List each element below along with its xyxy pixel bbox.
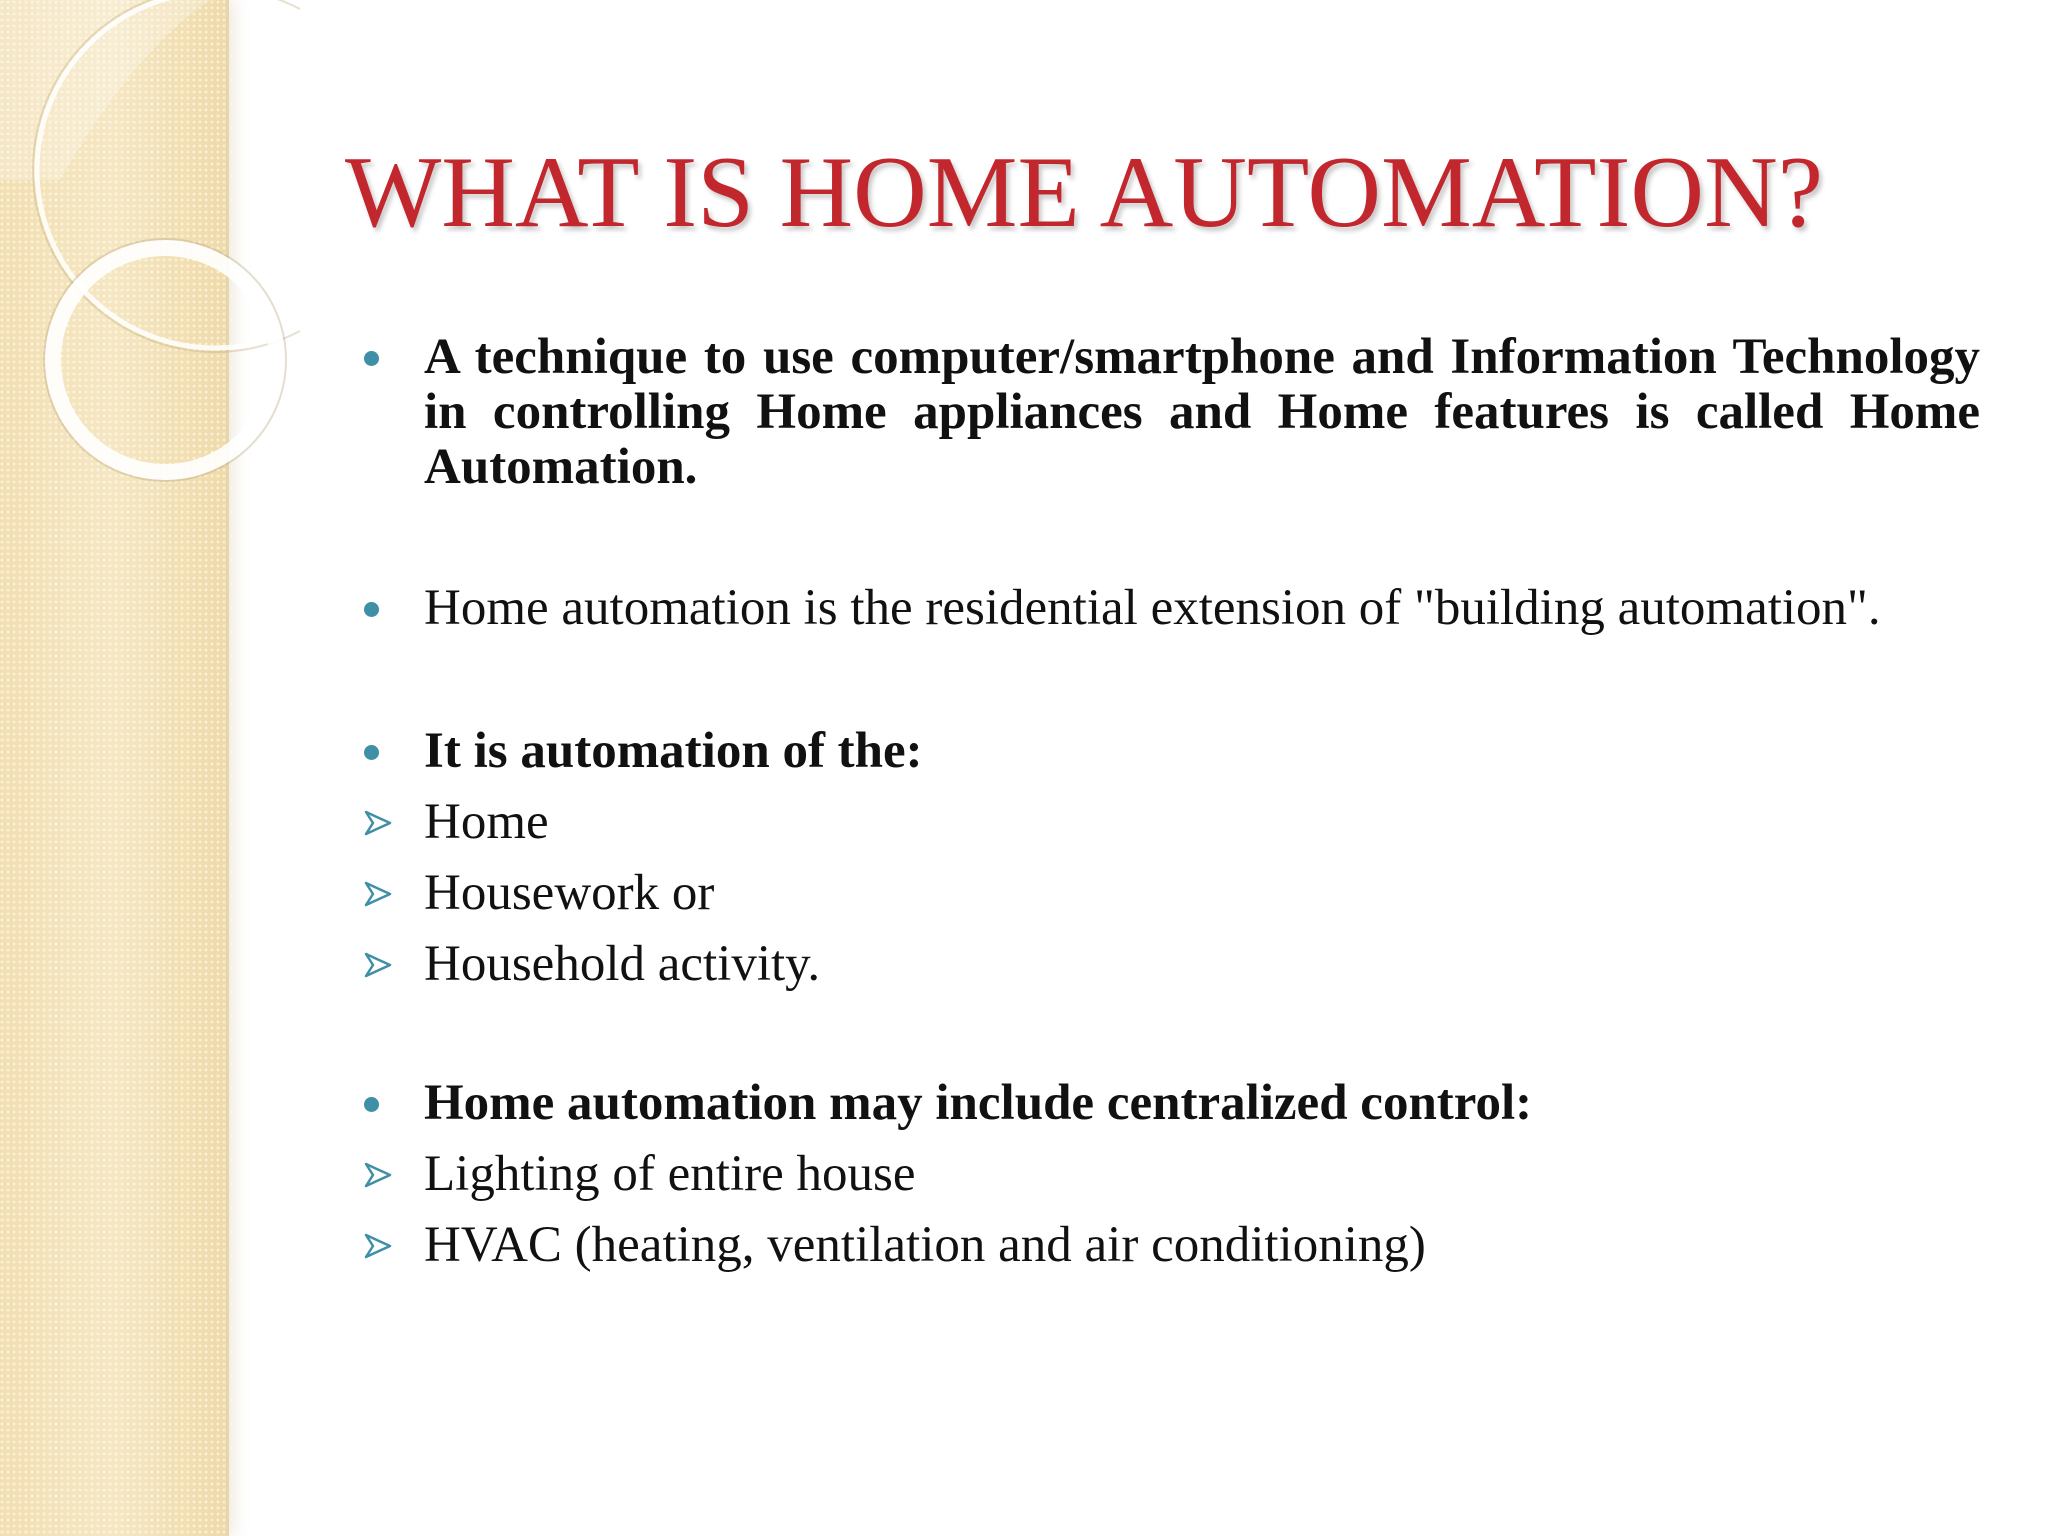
sub-bullet-item bbox=[358, 795, 1980, 850]
sub-bullet-text: Household activity. bbox=[424, 936, 821, 992]
arrow-bullet-icon bbox=[362, 807, 394, 839]
bullet-text: Home automation may include centralized control: bbox=[424, 1075, 1533, 1131]
circle-bullet-icon bbox=[364, 1097, 379, 1112]
arrow-bullet-icon bbox=[362, 1159, 394, 1191]
sub-bullet-text: Lighting of entire house bbox=[424, 1146, 916, 1202]
bullet-item bbox=[358, 330, 1980, 495]
bullet-item bbox=[358, 1076, 1980, 1131]
arrow-bullet-icon bbox=[362, 949, 394, 981]
slide-title: WHAT IS HOME AUTOMATION? bbox=[345, 136, 1824, 249]
sub-bullet-item bbox=[358, 1147, 1980, 1202]
bullet-list bbox=[358, 330, 1980, 1273]
bullet-marker bbox=[358, 795, 398, 850]
circle-bullet-icon bbox=[364, 745, 379, 760]
bullet-item bbox=[358, 724, 1980, 779]
bullet-marker bbox=[358, 581, 398, 636]
bullet-text: Home automation is the residential extension of "building automation". bbox=[424, 580, 1881, 636]
bullet-marker bbox=[358, 937, 398, 992]
sub-bullet-item bbox=[358, 937, 1980, 992]
bullet-marker bbox=[358, 724, 398, 779]
circle-bullet-icon bbox=[364, 351, 379, 366]
bullet-text: It is automation of the: bbox=[424, 723, 923, 779]
sub-bullet-text: Home bbox=[424, 794, 549, 850]
sub-bullet-item bbox=[358, 1218, 1980, 1273]
bullet-marker bbox=[358, 330, 398, 385]
bullet-text: A technique to use computer/smartphone and Information Technology in controlling Home appliances and Home features is called Home Automation. bbox=[424, 329, 1980, 495]
arrow-bullet-icon bbox=[362, 878, 394, 910]
circle-bullet-icon bbox=[364, 602, 379, 617]
bullet-item bbox=[358, 581, 1980, 636]
decorative-rings bbox=[0, 0, 300, 520]
bullet-marker bbox=[358, 1147, 398, 1202]
bullet-marker bbox=[358, 1218, 398, 1273]
sub-bullet-item bbox=[358, 866, 1980, 921]
arrow-bullet-icon bbox=[362, 1230, 394, 1262]
sub-bullet-text: Housework or bbox=[424, 865, 715, 921]
bullet-marker bbox=[358, 1076, 398, 1131]
bullet-marker bbox=[358, 866, 398, 921]
sub-bullet-text: HVAC (heating, ventilation and air conditioning) bbox=[424, 1217, 1426, 1273]
